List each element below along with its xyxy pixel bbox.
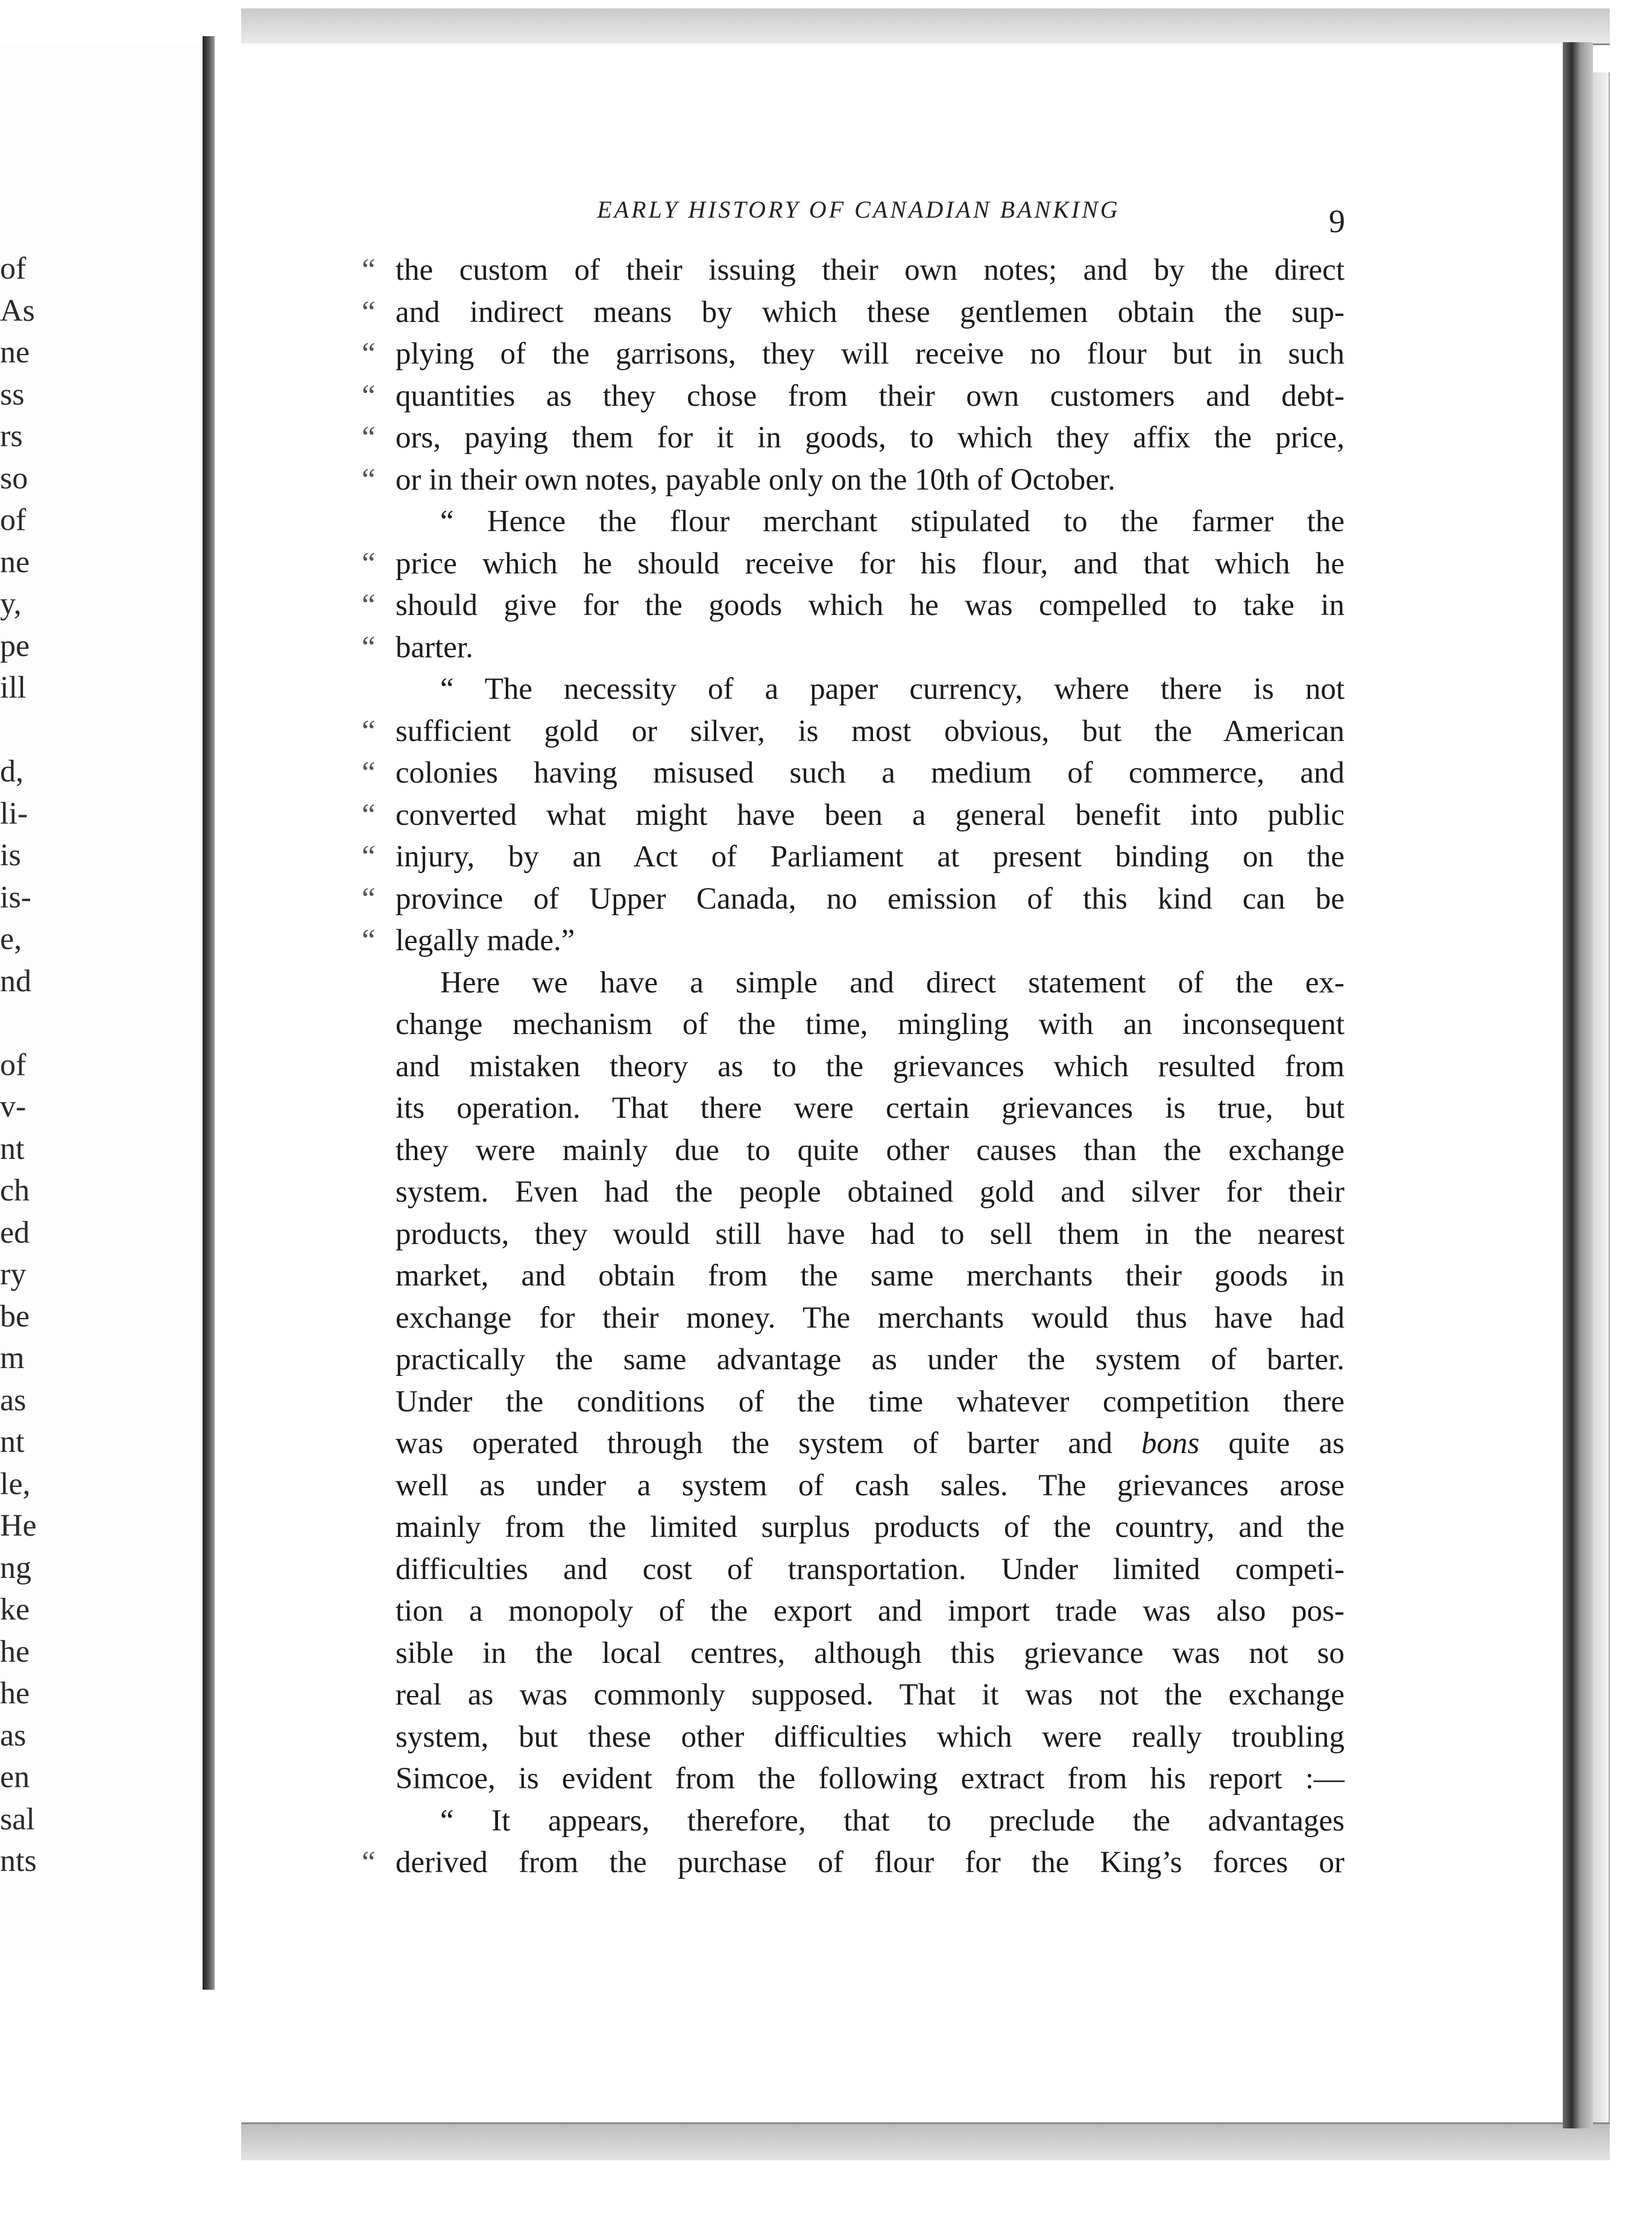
line-text: should give for the goods which he was compelled to take in [396, 588, 1345, 622]
line-text: real as was commonly supposed. That it was not the exchange [396, 1678, 1345, 1712]
previous-page-fragment: nd [0, 964, 31, 998]
line-text: and mistaken theory as to the grievances which resulted from [396, 1049, 1345, 1083]
text-line [362, 1800, 1345, 1843]
page-bottom-edge [241, 2122, 1610, 2160]
line-text: quantities as they chose from their own customers and debt- [396, 379, 1345, 413]
text-line [362, 1004, 1345, 1046]
line-text: or in their own notes, payable only on the 10th of October. [396, 462, 1115, 497]
text-line [362, 795, 1345, 837]
text-line [362, 836, 1345, 878]
previous-page-fragment: of [0, 1047, 27, 1082]
line-text: system. Even had the people obtained gold and silver for their [396, 1175, 1345, 1209]
text-line [362, 1214, 1345, 1256]
previous-page-fragment: is [0, 838, 21, 872]
text-line [362, 1717, 1345, 1759]
previous-page-fragment: ke [0, 1592, 30, 1627]
line-text: barter. [396, 630, 473, 664]
quote-mark: “ [362, 714, 376, 748]
text-line [362, 250, 1345, 292]
quote-mark: “ [362, 546, 376, 581]
quote-mark: “ [362, 840, 376, 874]
text-line [362, 1549, 1345, 1591]
text-line [362, 417, 1345, 459]
line-text: price which he should receive for his flour, and that which he [396, 546, 1345, 581]
previous-page-fragment: nt [0, 1131, 25, 1166]
previous-page-fragment: As [0, 293, 35, 328]
quote-mark: “ [362, 1846, 376, 1879]
line-text: was operated through the system of barter and bons quite as [396, 1427, 1345, 1460]
body-text [362, 250, 1345, 1884]
book-right-edge [1563, 42, 1593, 2128]
line-text: Under the conditions of the time whatever competition there [396, 1384, 1345, 1419]
text-line [362, 459, 1345, 502]
text-line [362, 627, 1345, 669]
quote-mark: “ [362, 756, 376, 790]
previous-page-fragment: as [0, 1383, 27, 1418]
text-line [362, 501, 1345, 543]
text-line [362, 711, 1345, 753]
text-line [362, 376, 1345, 418]
quote-mark: “ [362, 295, 376, 329]
previous-page-fragment: e, [0, 922, 22, 956]
line-text: market, and obtain from the same merchants their goods in [396, 1259, 1345, 1293]
previous-page-fragment: ne [0, 544, 30, 579]
book-page-stack [1593, 72, 1610, 2122]
quote-mark: “ [362, 882, 376, 916]
previous-page-fragment: y, [0, 587, 22, 621]
previous-page-fragment: en [0, 1760, 30, 1794]
line-text: products, they would still have had to sell them in the nearest [396, 1217, 1345, 1251]
text-line [362, 585, 1345, 627]
line-text: practically the same advantage as under the system of barter. [396, 1343, 1345, 1377]
previous-page-fragment: ill [0, 670, 27, 705]
quote-mark: “ [362, 798, 376, 832]
previous-page-fragment: ry [0, 1257, 27, 1292]
text-line [362, 1591, 1345, 1633]
quote-mark: “ [362, 337, 376, 371]
text-line [362, 1507, 1345, 1549]
line-text: they were mainly due to quite other causes than the exchange [396, 1133, 1345, 1167]
line-text: tion a monopoly of the export and import trade was also pos- [396, 1594, 1345, 1628]
line-text: mainly from the limited surplus products of the country, and the [396, 1510, 1345, 1544]
line-text: its operation. That there were certain grievances is true, but [396, 1091, 1345, 1125]
previous-page-fragment: v- [0, 1090, 27, 1124]
quote-mark: “ [362, 630, 376, 664]
line-text: and indirect means by which these gentlemen obtain the sup- [396, 295, 1345, 329]
text-line [362, 1046, 1345, 1088]
line-text: Simcoe, is evident from the following extract from his report :— [396, 1762, 1345, 1796]
line-text: province of Upper Canada, no emission of this kind can be [396, 882, 1345, 916]
previous-page-fragment: so [0, 461, 28, 496]
previous-page-fragment: li- [0, 796, 28, 831]
line-text: system, but these other difficulties which were really troubling [396, 1720, 1345, 1754]
previous-page-fragment: ch [0, 1173, 30, 1208]
text-line [362, 1674, 1345, 1717]
page-number: 9 [1329, 203, 1345, 239]
line-text: “ Hence the flour merchant stipulated to the farmer the [440, 505, 1345, 538]
text-line [362, 1758, 1345, 1800]
text-line [362, 1381, 1345, 1424]
previous-page-fragment: be [0, 1299, 30, 1334]
line-text: Here we have a simple and direct statement of the ex- [440, 965, 1345, 1000]
line-text: sible in the local centres, although this grievance was not so [396, 1636, 1345, 1670]
line-text: injury, by an Act of Parliament at present binding on the [396, 840, 1345, 874]
line-text: converted what might have been a general benefit into public [396, 798, 1345, 832]
text-line [362, 878, 1345, 921]
text-line [362, 1255, 1345, 1298]
quote-mark: “ [362, 253, 376, 287]
line-text: “ It appears, therefore, that to preclude the advantages [440, 1803, 1345, 1838]
quote-mark: “ [362, 588, 376, 622]
previous-page-fragment: ne [0, 335, 30, 370]
previous-page-fragment: as [0, 1718, 27, 1753]
text-line [362, 1130, 1345, 1172]
quote-mark: “ [362, 421, 376, 455]
line-text: the custom of their issuing their own notes; and by the direct [396, 253, 1345, 287]
text-line [362, 1423, 1345, 1465]
line-text: well as under a system of cash sales. The grievances arose [396, 1468, 1345, 1503]
text-line [362, 920, 1345, 962]
quote-mark: “ [362, 924, 376, 957]
previous-page-fragment: is- [0, 880, 31, 915]
text-line [362, 1633, 1345, 1675]
text-line [362, 1298, 1345, 1340]
previous-page-fragment: he [0, 1634, 30, 1669]
text-line [362, 962, 1345, 1004]
text-line [362, 333, 1345, 376]
book-gutter [203, 36, 215, 1990]
page-top-edge [241, 8, 1610, 45]
previous-page-fragment: he [0, 1676, 30, 1711]
quote-mark: “ [362, 462, 376, 497]
previous-page-fragment: He [0, 1509, 37, 1543]
previous-page-fragment: ed [0, 1215, 30, 1250]
line-text: ors, paying them for it in goods, to which they affix the price, [396, 421, 1345, 455]
text-line [362, 292, 1345, 334]
previous-page-fragment: of [0, 503, 27, 537]
text-line [362, 752, 1345, 795]
running-title: EARLY HISTORY OF CANADIAN BANKING [597, 196, 1120, 223]
previous-page-fragment: le, [0, 1466, 31, 1501]
previous-page-fragment: d, [0, 754, 24, 789]
previous-page-fragment: ng [0, 1550, 31, 1585]
line-text: colonies having misused such a medium of commerce, and [396, 756, 1345, 790]
previous-page-fragment: sal [0, 1802, 35, 1837]
line-text: legally made.” [396, 924, 575, 957]
previous-page-fragment: nt [0, 1425, 25, 1459]
previous-page-fragment: nts [0, 1844, 37, 1878]
quote-mark: “ [362, 379, 376, 413]
text-line [362, 1465, 1345, 1507]
line-text: “ The necessity of a paper currency, where there is not [440, 672, 1345, 706]
line-text: plying of the garrisons, they will receive no flour but in such [396, 337, 1345, 371]
previous-page-fragment: pe [0, 628, 30, 663]
previous-page [0, 42, 206, 1960]
text-line [362, 1172, 1345, 1214]
previous-page-fragment: rs [0, 419, 23, 453]
previous-page-fragment: ss [0, 377, 25, 412]
line-text: change mechanism of the time, mingling with an inconsequent [396, 1008, 1345, 1041]
line-text: sufficient gold or silver, is most obvious, but the American [396, 714, 1345, 748]
text-line [362, 669, 1345, 711]
previous-page-fragment: m [0, 1341, 25, 1375]
line-text: derived from the purchase of flour for the King’s forces or [396, 1846, 1345, 1879]
text-line [362, 1339, 1345, 1381]
line-text: difficulties and cost of transportation. Under limited competi- [396, 1552, 1345, 1586]
text-line [362, 543, 1345, 585]
text-line [362, 1088, 1345, 1130]
previous-page-fragment: of [0, 251, 27, 286]
text-line [362, 1842, 1345, 1884]
line-text: exchange for their money. The merchants would thus have had [396, 1301, 1345, 1335]
